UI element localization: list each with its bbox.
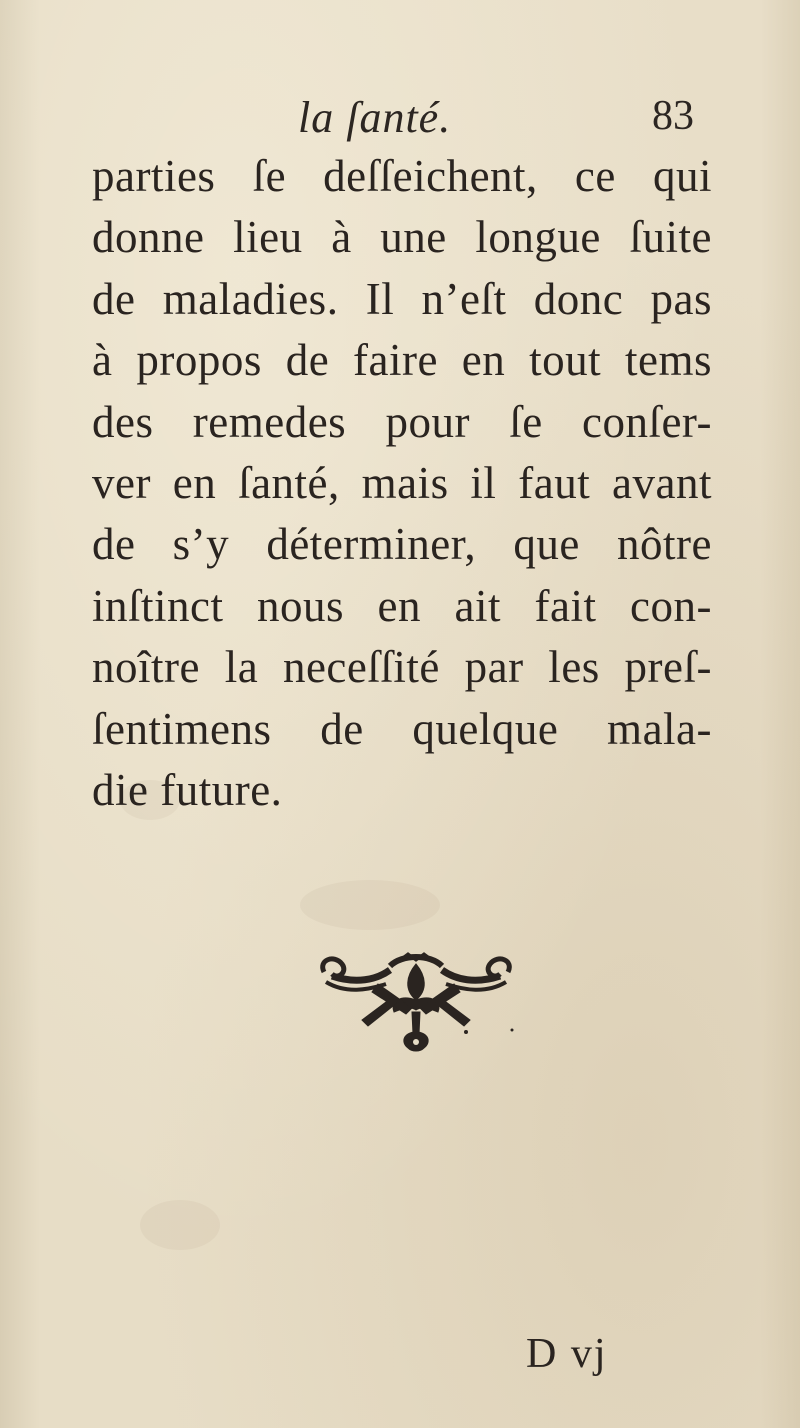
text-line: de s’y déterminer, que nôtre (92, 519, 712, 570)
text-line: à propos de faire en tout tems (92, 335, 712, 386)
signature-mark: D vj (526, 1331, 608, 1377)
text-line: noître la neceſſité par les preſ- (92, 642, 712, 693)
text-line: donne lieu à une longue ſuite (92, 212, 712, 263)
text-line: des remedes pour ſe conſer- (92, 396, 712, 447)
text-line: ver en ſanté, mais il faut avant (92, 457, 712, 508)
body-text (92, 146, 712, 821)
text-line: ſentimens de quelque mala- (92, 703, 712, 754)
running-head: la ſanté. (298, 93, 452, 142)
paper-stain (300, 880, 440, 930)
fleuron-ornament-icon (316, 950, 516, 1055)
page-number: 83 (652, 93, 694, 139)
text-line: inſtinct nous en ait fait con- (92, 580, 712, 631)
paper-stain (140, 1200, 220, 1250)
text-line: de maladies. Il n’eſt donc pas (92, 273, 712, 324)
text-line-last: die future. (92, 764, 283, 815)
text-line: parties ſe deſſeichent, ce qui (92, 151, 712, 201)
